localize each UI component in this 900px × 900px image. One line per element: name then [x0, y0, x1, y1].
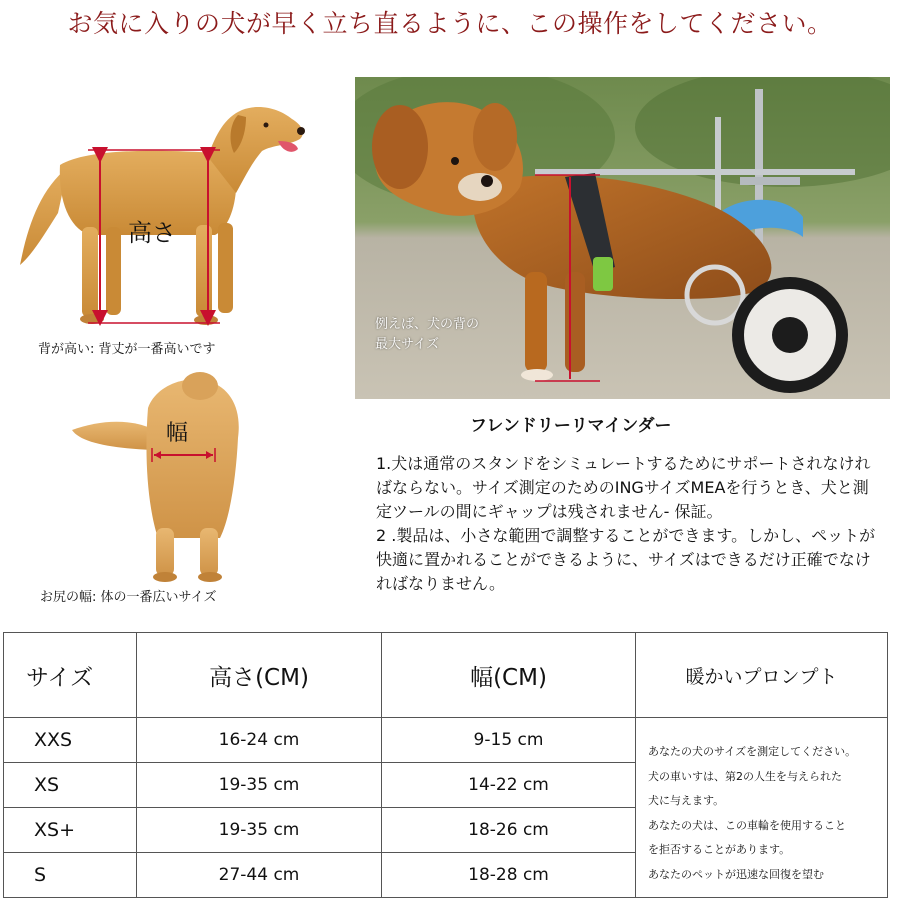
row-height: 16-24 cm: [137, 718, 382, 763]
table-row: [4, 718, 888, 763]
photo-caption-line-2: 最大サイズ: [375, 337, 439, 352]
headline: お気に入りの犬が早く立ち直るように、この操作をしてください。: [67, 9, 833, 38]
table-header-row: [4, 633, 888, 718]
size-table: [3, 632, 888, 898]
prompt-line: 犬の車いすは、第2の人生を与えられた: [648, 769, 842, 783]
reminder-note-1: 1.犬は通常のスタンドをシミュレートするためにサポートされなければならない。サイズ測定のためのINGサイズMEAを行うとき、犬と測定ツールの間にギャップは残されません- 保証。: [376, 454, 871, 521]
row-width: 18-28 cm: [382, 853, 636, 898]
row-height: 19-35 cm: [137, 808, 382, 853]
reminder-note-2: 2 .製品は、小さな範囲で調整することができます。しかし、ペットが快適に置かれることができるように、サイズはできるだけ正確でなければなりません。: [376, 526, 876, 593]
row-size: XS: [4, 763, 137, 808]
width-caption: お尻の幅: 体の一番広いサイズ: [40, 590, 217, 605]
dog-rear-view-icon: [60, 368, 260, 583]
reminder-notes: [376, 452, 876, 596]
photo-caption-line-1: 例えば、犬の背の: [375, 317, 480, 332]
warm-prompt: [636, 718, 888, 898]
width-label: 幅: [166, 421, 189, 446]
header-width: 幅(CM): [382, 633, 636, 718]
row-size: S: [4, 853, 137, 898]
prompt-line: 犬に与えます。: [648, 794, 725, 807]
header-height: 高さ(CM): [137, 633, 382, 718]
header-prompt: 暖かいプロンプト: [636, 633, 888, 718]
reminder-title: フレンドリーリマインダー: [470, 416, 672, 436]
row-width: 18-26 cm: [382, 808, 636, 853]
prompt-line: あなたの犬のサイズを測定してください。: [648, 745, 857, 758]
row-width: 14-22 cm: [382, 763, 636, 808]
header-size: サイズ: [4, 633, 137, 718]
height-caption: 背が高い: 背丈が一番高いです: [38, 342, 216, 357]
width-illustration: [60, 368, 260, 583]
prompt-line: を拒否することがあります。: [648, 843, 791, 856]
height-label: 高さ: [128, 219, 176, 247]
row-height: 19-35 cm: [137, 763, 382, 808]
height-illustration: [10, 95, 310, 335]
wheelchair-photo: [355, 77, 890, 399]
prompt-line: あなたの犬は、この車輪を使用すること: [648, 818, 846, 832]
row-size: XS+: [4, 808, 137, 853]
photo-caption: [375, 315, 479, 355]
row-height: 27-44 cm: [137, 853, 382, 898]
prompt-line: あなたのペットが迅速な回復を望む: [648, 867, 824, 881]
row-width: 9-15 cm: [382, 718, 636, 763]
row-size: XXS: [4, 718, 137, 763]
